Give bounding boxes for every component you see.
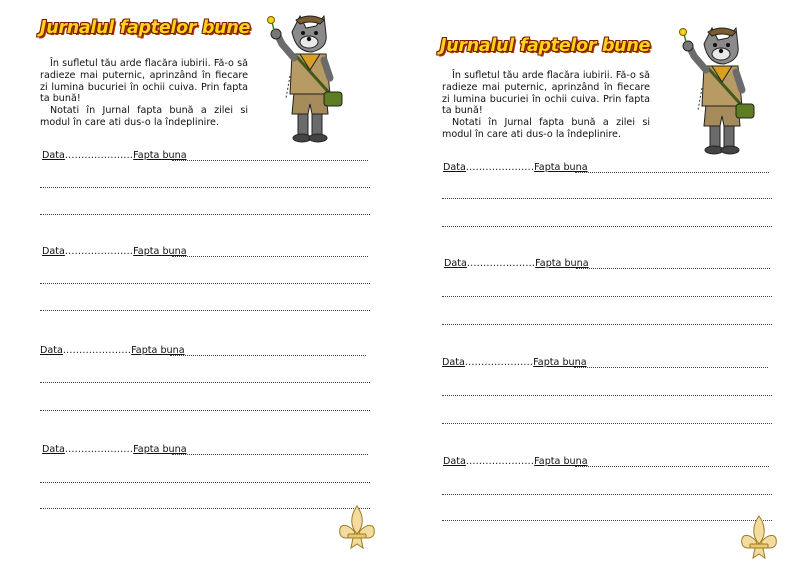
fill-line[interactable] (40, 482, 370, 483)
fill-line[interactable] (575, 466, 769, 467)
fill-line[interactable] (442, 494, 772, 495)
fill-line[interactable] (172, 256, 368, 257)
fleur-de-lis-icon (336, 504, 378, 552)
date-label: Data (444, 258, 467, 269)
date-label: Data (42, 150, 65, 161)
fill-line[interactable] (442, 226, 772, 227)
intro-paragraph-1: În sufletul tău arde flacăra iubirii. Fă-o să radieze mai puternic, aprinzând în fiecare zi lumina bucuriei în ochii cuiva. Prin fapta ta bună! (442, 70, 650, 117)
fill-line[interactable] (170, 355, 366, 356)
fill-line[interactable] (40, 508, 370, 509)
entry-header-row: Data.....................Fapta buna (443, 162, 588, 173)
wolf-scout-mascot-icon (674, 26, 766, 156)
entry-header-row: Data.....................Fapta buna (42, 150, 187, 161)
entry-header-row: Data.....................Fapta buna (40, 345, 185, 356)
fill-line[interactable] (172, 454, 368, 455)
fill-line[interactable] (574, 367, 768, 368)
journal-page-right (400, 0, 800, 566)
intro-text (40, 58, 248, 129)
date-label: Data (40, 345, 63, 356)
deed-label: Fapta buna (133, 444, 187, 455)
intro-paragraph-2: Notati în Jurnal fapta bună a zilei si modul în care ati dus-o la îndeplinire. (40, 105, 248, 128)
fill-line[interactable] (442, 395, 772, 396)
deed-label: Fapta buna (533, 357, 587, 368)
fill-line[interactable] (40, 283, 370, 284)
fill-line[interactable] (172, 160, 368, 161)
fill-line[interactable] (40, 214, 370, 215)
fill-line[interactable] (442, 520, 772, 521)
date-label: Data (443, 162, 466, 173)
entry-header-row: Data.....................Fapta buna (443, 456, 588, 467)
fill-line[interactable] (40, 410, 370, 411)
intro-paragraph-2: Notati în Jurnal fapta bună a zilei si modul în care ati dus-o la îndeplinire. (442, 117, 650, 140)
fill-line[interactable] (576, 268, 770, 269)
fill-line[interactable] (442, 198, 772, 199)
fill-line[interactable] (442, 296, 772, 297)
deed-label: Fapta buna (534, 162, 588, 173)
deed-label: Fapta buna (133, 246, 187, 257)
date-label: Data (442, 357, 465, 368)
intro-paragraph-1: În sufletul tău arde flacăra iubirii. Fă-o să radieze mai puternic, aprinzând în fiecare zi lumina bucuriei în ochii cuiva. Prin fapta ta bună! (40, 58, 248, 105)
intro-text (442, 70, 650, 141)
date-label: Data (42, 444, 65, 455)
fill-line[interactable] (575, 172, 769, 173)
page-title: Jurnalul faptelor bune (440, 36, 651, 56)
fill-line[interactable] (442, 324, 772, 325)
deed-label: Fapta buna (534, 456, 588, 467)
entry-header-row: Data.....................Fapta buna (42, 246, 187, 257)
deed-label: Fapta buna (535, 258, 589, 269)
deed-label: Fapta buna (131, 345, 185, 356)
fill-line[interactable] (40, 382, 370, 383)
page-title: Jurnalul faptelor bune (40, 18, 251, 38)
date-label: Data (443, 456, 466, 467)
fleur-de-lis-icon (738, 514, 780, 562)
date-label: Data (42, 246, 65, 257)
fill-line[interactable] (442, 423, 772, 424)
fill-line[interactable] (40, 310, 370, 311)
entry-header-row: Data.....................Fapta buna (444, 258, 589, 269)
entry-header-row: Data.....................Fapta buna (442, 357, 587, 368)
fill-line[interactable] (40, 187, 370, 188)
entry-header-row: Data.....................Fapta buna (42, 444, 187, 455)
wolf-scout-mascot-icon (262, 14, 354, 144)
deed-label: Fapta buna (133, 150, 187, 161)
